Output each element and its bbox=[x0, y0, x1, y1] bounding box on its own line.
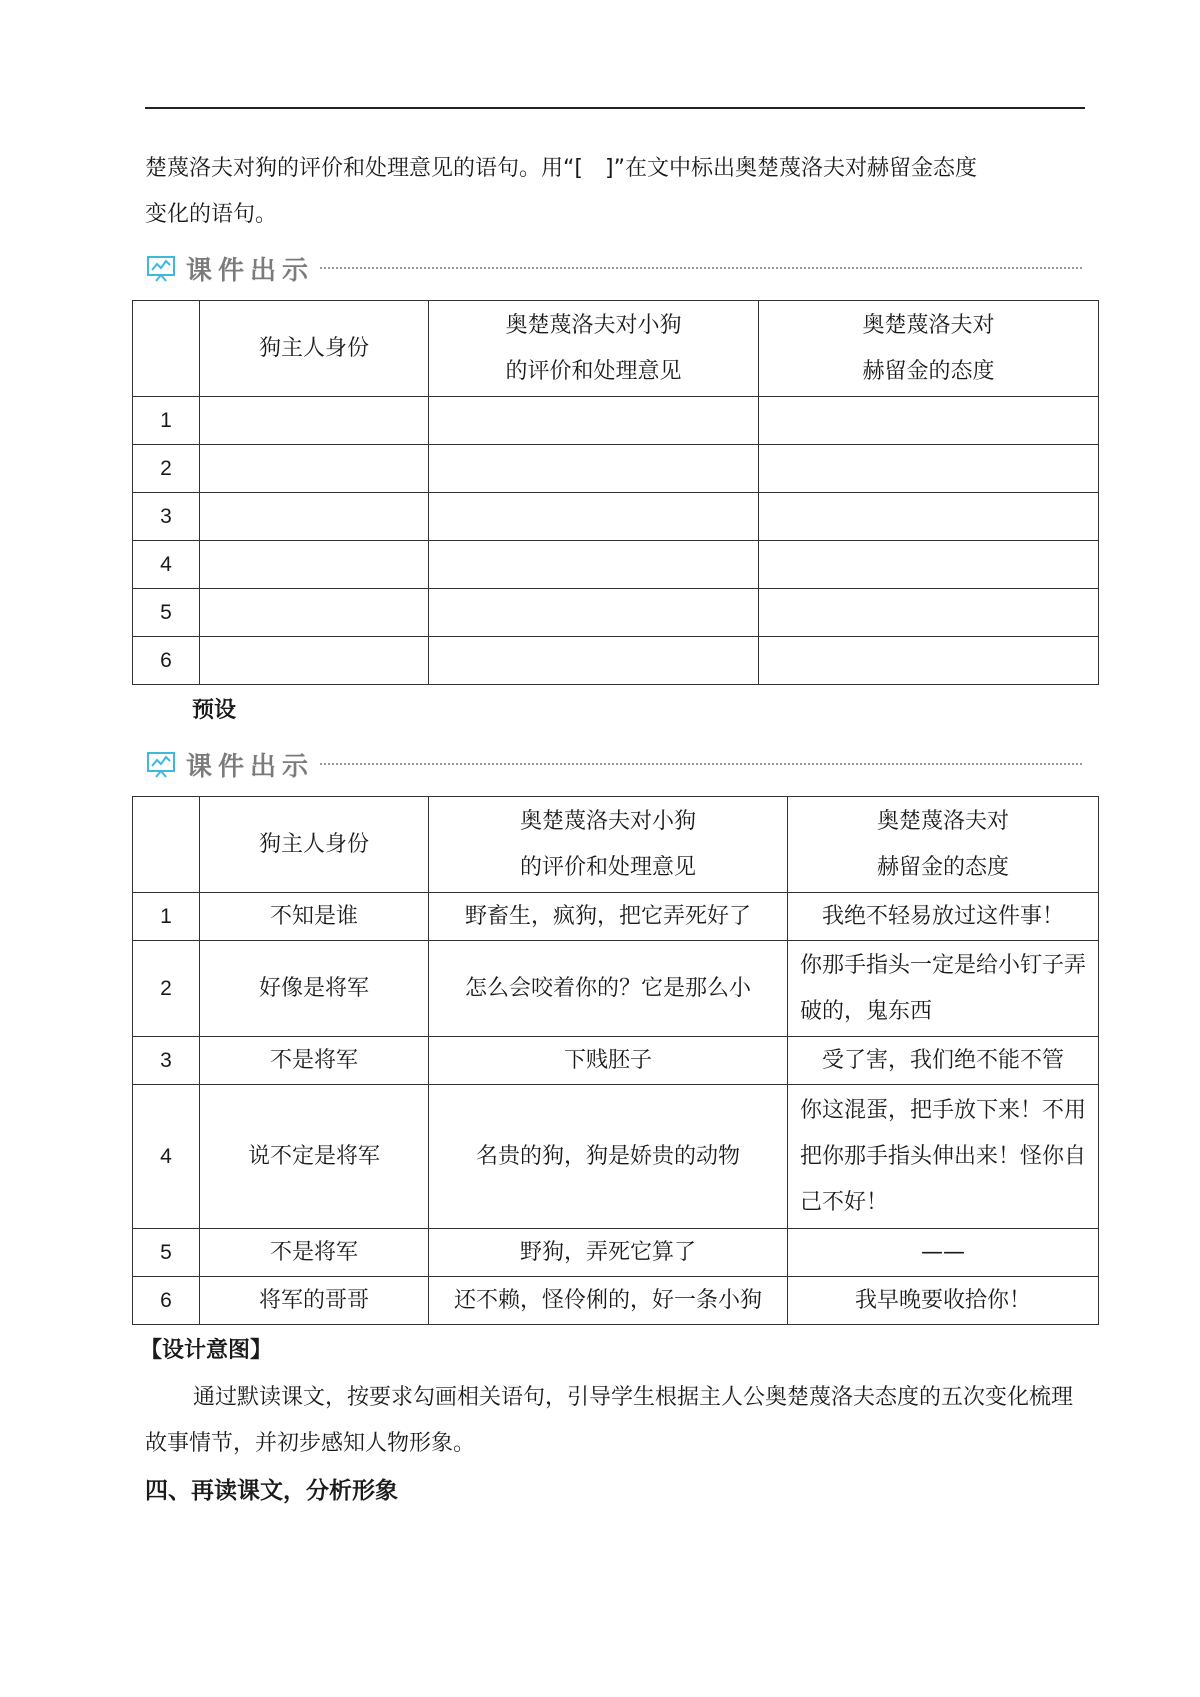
blank-cell[interactable] bbox=[759, 397, 1099, 445]
blank-cell[interactable] bbox=[200, 541, 429, 589]
filled-analysis-table bbox=[132, 796, 1099, 1325]
header-evaluation bbox=[429, 301, 759, 397]
attitude-cell: 你那手指头一定是给小钉子弄破的，鬼东西 bbox=[788, 941, 1099, 1037]
blank-cell[interactable] bbox=[200, 445, 429, 493]
preset-label: 预设 bbox=[192, 698, 237, 723]
row-number: 2 bbox=[133, 445, 200, 493]
evaluation-cell: 野狗，弄死它算了 bbox=[429, 1229, 788, 1277]
table-row bbox=[133, 1085, 1099, 1229]
table-row bbox=[133, 1277, 1099, 1325]
attitude-cell: 你这混蛋，把手放下来！不用把你那手指头伸出来！怪你自己不好！ bbox=[788, 1085, 1099, 1229]
header-owner: 狗主人身份 bbox=[200, 797, 429, 893]
banner-dotted-line bbox=[320, 763, 1082, 765]
header-evaluation-line-2: 的评价和处理意见 bbox=[519, 854, 696, 880]
blank-cell[interactable] bbox=[200, 589, 429, 637]
blank-cell[interactable] bbox=[429, 397, 759, 445]
presentation-chart-icon bbox=[146, 254, 176, 282]
table-row bbox=[133, 541, 1099, 589]
header-attitude-line-1: 奥楚蔑洛夫对 bbox=[876, 808, 1009, 834]
intro-paragraph bbox=[145, 146, 1090, 238]
table-row bbox=[133, 445, 1099, 493]
banner-title: 课件出示 bbox=[186, 751, 315, 782]
row-number: 6 bbox=[133, 637, 200, 685]
row-number: 4 bbox=[133, 541, 200, 589]
header-owner: 狗主人身份 bbox=[200, 301, 429, 397]
evaluation-cell: 野畜生，疯狗，把它弄死好了 bbox=[429, 893, 788, 941]
header-attitude-line-2: 赫留金的态度 bbox=[862, 358, 995, 384]
blank-cell[interactable] bbox=[759, 493, 1099, 541]
header-evaluation-line-1: 奥楚蔑洛夫对小狗 bbox=[519, 808, 696, 834]
row-number: 5 bbox=[133, 589, 200, 637]
header-evaluation-line-1: 奥楚蔑洛夫对小狗 bbox=[505, 312, 682, 338]
table-row bbox=[133, 397, 1099, 445]
blank-cell[interactable] bbox=[759, 541, 1099, 589]
header-attitude bbox=[759, 301, 1099, 397]
blank-cell[interactable] bbox=[200, 493, 429, 541]
row-number: 4 bbox=[133, 1085, 200, 1229]
section-heading: 四、再读课文，分析形象 bbox=[145, 1478, 398, 1504]
design-intent-paragraph: 通过默读课文，按要求勾画相关语句，引导学生根据主人公奥楚蔑洛夫态度的五次变化梳理故事情节，并初步感知人物形象。 bbox=[145, 1385, 1074, 1456]
attitude-cell: —— bbox=[788, 1229, 1099, 1277]
header-evaluation-line-2: 的评价和处理意见 bbox=[505, 358, 682, 384]
blank-cell[interactable] bbox=[429, 541, 759, 589]
blank-analysis-table bbox=[132, 300, 1099, 685]
table-row bbox=[133, 1229, 1099, 1277]
header-number-cell bbox=[133, 797, 200, 893]
design-intent-label: 【设计意图】 bbox=[140, 1338, 273, 1363]
table-row bbox=[133, 637, 1099, 685]
courseware-banner-1 bbox=[146, 248, 1082, 288]
attitude-cell: 受了害，我们绝不能不管 bbox=[788, 1037, 1099, 1085]
evaluation-cell: 名贵的狗，狗是娇贵的动物 bbox=[429, 1085, 788, 1229]
table-row bbox=[133, 893, 1099, 941]
blank-cell[interactable] bbox=[759, 589, 1099, 637]
row-number: 3 bbox=[133, 493, 200, 541]
intro-line-2: 变化的语句。 bbox=[145, 202, 278, 227]
header-attitude bbox=[788, 797, 1099, 893]
blank-cell[interactable] bbox=[759, 637, 1099, 685]
attitude-cell: 我早晚要收拾你！ bbox=[788, 1277, 1099, 1325]
owner-cell: 说不定是将军 bbox=[200, 1085, 429, 1229]
header-evaluation bbox=[429, 797, 788, 893]
banner-dotted-line bbox=[320, 267, 1082, 269]
header-attitude-line-2: 赫留金的态度 bbox=[876, 854, 1009, 880]
presentation-chart-icon bbox=[146, 750, 176, 778]
table-row bbox=[133, 493, 1099, 541]
blank-cell[interactable] bbox=[759, 445, 1099, 493]
header-rule bbox=[145, 107, 1085, 109]
banner-title: 课件出示 bbox=[186, 255, 315, 286]
row-number: 5 bbox=[133, 1229, 200, 1277]
row-number: 1 bbox=[133, 397, 200, 445]
blank-cell[interactable] bbox=[429, 589, 759, 637]
evaluation-cell: 下贱胚子 bbox=[429, 1037, 788, 1085]
table-row bbox=[133, 589, 1099, 637]
owner-cell: 好像是将军 bbox=[200, 941, 429, 1037]
row-number: 3 bbox=[133, 1037, 200, 1085]
row-number: 2 bbox=[133, 941, 200, 1037]
evaluation-cell: 还不赖，怪伶俐的，好一条小狗 bbox=[429, 1277, 788, 1325]
table-header-row bbox=[133, 301, 1099, 397]
row-number: 6 bbox=[133, 1277, 200, 1325]
blank-cell[interactable] bbox=[429, 637, 759, 685]
blank-cell[interactable] bbox=[429, 493, 759, 541]
table-header-row bbox=[133, 797, 1099, 893]
evaluation-cell: 怎么会咬着你的？它是那么小 bbox=[429, 941, 788, 1037]
table-row bbox=[133, 941, 1099, 1037]
table-row bbox=[133, 1037, 1099, 1085]
owner-cell: 不是将军 bbox=[200, 1229, 429, 1277]
header-number-cell bbox=[133, 301, 200, 397]
blank-cell[interactable] bbox=[429, 445, 759, 493]
blank-cell[interactable] bbox=[200, 397, 429, 445]
header-attitude-line-1: 奥楚蔑洛夫对 bbox=[862, 312, 995, 338]
intro-line-1: 楚蔑洛夫对狗的评价和处理意见的语句。用“[ ]”在文中标出奥楚蔑洛夫对赫留金态度 bbox=[145, 156, 977, 181]
attitude-cell: 我绝不轻易放过这件事！ bbox=[788, 893, 1099, 941]
owner-cell: 不是将军 bbox=[200, 1037, 429, 1085]
blank-cell[interactable] bbox=[200, 637, 429, 685]
courseware-banner-2 bbox=[146, 744, 1082, 784]
owner-cell: 不知是谁 bbox=[200, 893, 429, 941]
row-number: 1 bbox=[133, 893, 200, 941]
owner-cell: 将军的哥哥 bbox=[200, 1277, 429, 1325]
